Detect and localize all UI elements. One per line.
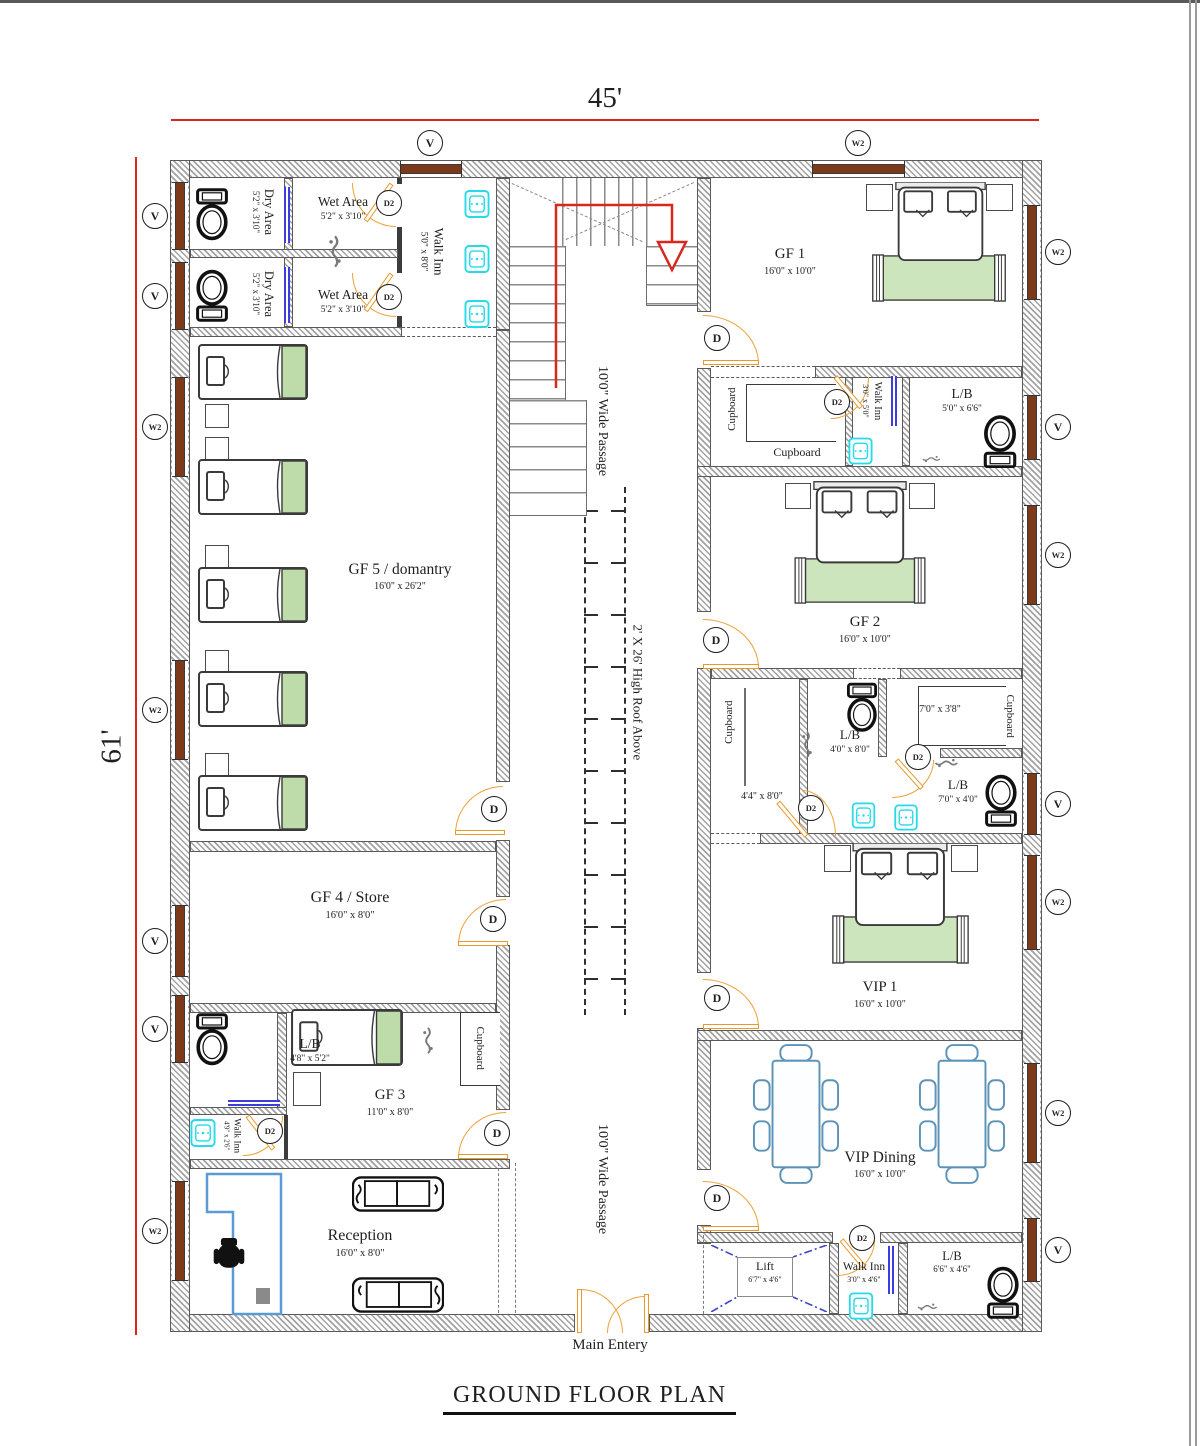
lift-open-boundary [703,1235,704,1314]
window-marker-w2: W2 [845,130,871,156]
wall [170,160,1042,178]
window [1024,395,1040,460]
page-top-border [0,0,1200,3]
door-marker-d: D [480,906,506,932]
sink-icon [464,188,490,220]
window-marker-w2: W2 [142,414,168,440]
sink-icon [892,804,920,831]
passage-label-bottom: 10'0" Wide Passage [595,1124,611,1235]
stair-direction-path [538,194,698,404]
window-marker-v: V [142,1016,168,1042]
sofa-icon [352,1176,444,1212]
stairs-lower-flight [510,400,587,516]
reception-open-boundary [498,1163,499,1313]
wall [190,249,398,258]
window [1024,505,1040,605]
door-marker-d2: D2 [824,389,850,415]
side-table [205,404,229,428]
double-bed-icon [851,843,949,927]
window-marker-w2: W2 [1045,889,1071,915]
side-table [293,1072,321,1106]
side-table [866,184,893,211]
side-table [205,437,229,461]
room-label-lb-left: L/B 4'8" x 5'2" [290,1036,330,1064]
page-right-border [1189,0,1191,1446]
door-leaf [703,664,759,669]
side-table [824,845,851,872]
main-entry-door-leaf [644,1294,649,1333]
door-leaf [458,941,508,946]
door-leaf [458,1154,508,1159]
double-bed-icon [812,481,908,565]
window-marker-v: V [142,928,168,954]
window [1024,773,1040,835]
toilet-icon [194,184,230,246]
wall-opening [854,668,900,679]
wall [880,1232,1022,1243]
toilet-icon [980,414,1020,468]
bed-icon [198,567,308,623]
door-marker-d2: D2 [798,795,824,821]
door-marker-d2: D2 [376,190,402,216]
room-label-gf3: GF 3 11'0" x 8'0" [366,1087,414,1118]
wall [649,1314,1042,1332]
door-leaf [703,1226,759,1231]
cupboard-box [744,688,746,786]
room-label-lb-gf1: L/B 5'0" x 6'6" [942,386,982,414]
door-marker-d: D [484,1120,510,1146]
dimension-line-left [135,157,137,1335]
phone-icon [256,1288,270,1304]
faucet-icon [921,454,941,464]
window [172,262,188,330]
side-table [986,184,1013,211]
room-label-gf2: GF 2 16'0" x 10'0" [839,614,891,645]
dimension-height: 61' [95,729,128,764]
window-marker-v: V [417,130,443,156]
window [172,995,188,1063]
room-label-walk-inn-top: Walk Inn 5'0" x 8'0" [418,227,447,276]
sink-icon [847,1292,875,1320]
window-marker-v: V [1045,414,1071,440]
room-label-walk-inn-gf1: Walk Inn 3'0" x 5'0" [861,381,884,421]
wall [898,1243,908,1314]
room-label-lb-mid: L/B 4'0" x 8'0" [830,727,870,755]
window [172,1181,188,1281]
window-marker-v: V [142,203,168,229]
room-label-gf1: GF 1 16'0" x 10'0" [764,246,816,277]
wall [190,327,402,337]
window-marker-w2: W2 [142,1218,168,1244]
passage-label-top: 10'0" Wide Passage [595,366,611,477]
side-table [205,545,229,569]
wall-opening [711,366,815,378]
wall [697,368,711,612]
door-leaf [703,360,759,365]
main-entry-door-arc [607,1296,645,1333]
wall [697,1232,833,1243]
bed-icon [198,671,308,727]
window-marker-v: V [142,283,168,309]
window-marker-w2: W2 [1045,1100,1071,1126]
wall [697,1030,1022,1041]
room-label-gf5: GF 5 / domantry 16'0" x 26'2" [348,561,452,593]
wall [697,1028,711,1170]
double-bed-icon [894,182,987,262]
room-label-dry-area-1: Dry Area 5'2" x 3'10" [250,188,276,236]
wall [902,377,910,466]
cupboard-label: Cupboard [474,1026,487,1070]
door-marker-d2: D2 [849,1225,875,1251]
room-label-lb-bottom: L/B 6'6" x 4'6" [933,1249,971,1275]
sink-icon [848,436,873,466]
toilet-icon [194,264,230,326]
shower-mixer-icon [328,234,342,270]
faucet-icon [933,757,959,769]
dimension-width: 45' [587,82,623,114]
sink-icon [464,298,490,330]
door-leaf [455,830,505,835]
wall [284,1115,288,1160]
door-marker-d: D [481,796,507,822]
room-label-vip1: VIP 1 16'0" x 10'0" [854,979,906,1010]
door-marker-d: D [704,1185,730,1211]
window-marker-w2: W2 [1045,239,1071,265]
wall [496,840,510,897]
room-label-walk-inn-left: Walk Inn 4'9" x 2'6" [222,1118,242,1154]
window-marker-v: V [1045,791,1071,817]
window [172,182,188,250]
window [172,660,188,760]
window-marker-w2: W2 [142,697,168,723]
window [172,905,188,977]
faucet-icon [916,1302,938,1312]
wall [190,841,496,852]
door-marker-d2: D2 [905,744,931,770]
wall [496,330,510,782]
toilet-icon [985,1264,1021,1320]
window [812,161,905,177]
door-marker-d: D [704,325,730,351]
window-marker-w2: W2 [1045,542,1071,568]
door-marker-d2: D2 [376,284,402,310]
wall [697,178,711,312]
window [400,161,462,177]
window-marker-v: V [1045,1237,1071,1263]
cupboard-label: Cupboard [725,387,738,431]
wall-opening [711,833,760,844]
window [1024,1218,1040,1282]
side-table [205,753,229,777]
main-entry-door-leaf [577,1289,582,1333]
window [1024,855,1040,950]
room-label-wet-area-2: Wet Area 5'2" x 3'10" [317,287,369,315]
plan-title: GROUND FLOOR PLAN [443,1382,736,1415]
side-table [951,845,978,872]
shower-door [891,376,897,426]
window [172,377,188,477]
room-label-walk-inn-bottom: Walk Inn 3'0" x 4'6" [842,1261,886,1284]
door-marker-d2: D2 [257,1118,283,1144]
door-marker-d: D [704,985,730,1011]
area-size-label: 7'0" x 3'8" [919,704,961,715]
sofa-icon [352,1277,444,1313]
wall [697,668,711,973]
area-size-label: 4'4" x 8'0" [741,791,783,802]
shower-mixer-icon [422,1026,434,1056]
high-roof-gap [598,487,611,1015]
sink-icon [190,1118,216,1148]
dimension-line-top [171,119,1039,121]
window [1024,1063,1040,1163]
door-leaf [703,1024,759,1029]
sink-icon [851,802,876,829]
sink-icon [464,243,490,275]
office-chair-icon [212,1238,246,1274]
room-label-wet-area-1: Wet Area 5'2" x 3'10" [317,194,369,222]
room-label-lb-mid2: L/B 7'0" x 4'0" [938,777,978,805]
cupboard-label: Cupboard [1004,694,1017,738]
window [1024,205,1040,300]
bed-icon [198,344,308,400]
wall [170,1314,575,1332]
wall [711,668,854,679]
side-table [909,483,935,509]
door-marker-d: D [703,627,729,653]
main-entry-label: Main Entery [572,1337,648,1353]
room-label-reception: Reception 16'0" x 8'0" [327,1227,393,1259]
reception-open-boundary [515,1163,516,1313]
cupboard-box [918,686,1006,746]
room-label-gf4: GF 4 / Store 16'0" x 8'0" [310,889,390,921]
toilet-icon [194,1010,230,1070]
wall [697,466,1022,477]
room-label-lift: Lift 6'7" x 4'6" [748,1259,782,1284]
high-roof-label: 2' X 26' High Roof Above [630,624,646,761]
bed-icon [198,459,308,515]
bed-icon [198,775,308,831]
side-table [785,483,811,509]
cupboard-label: Cupboard [773,445,821,459]
page-right-border-2 [1195,0,1197,1446]
room-label-dry-area-2: Dry Area 5'2" x 3'10" [250,270,276,318]
cupboard-label: Cupboard [722,700,735,744]
wall [900,668,1022,679]
room-label-vip-dining: VIP Dining 16'0" x 10'0" [844,1149,916,1181]
shower-door [284,187,290,243]
wall [496,178,510,330]
shower-door [284,267,290,323]
cupboard-box [746,384,836,442]
